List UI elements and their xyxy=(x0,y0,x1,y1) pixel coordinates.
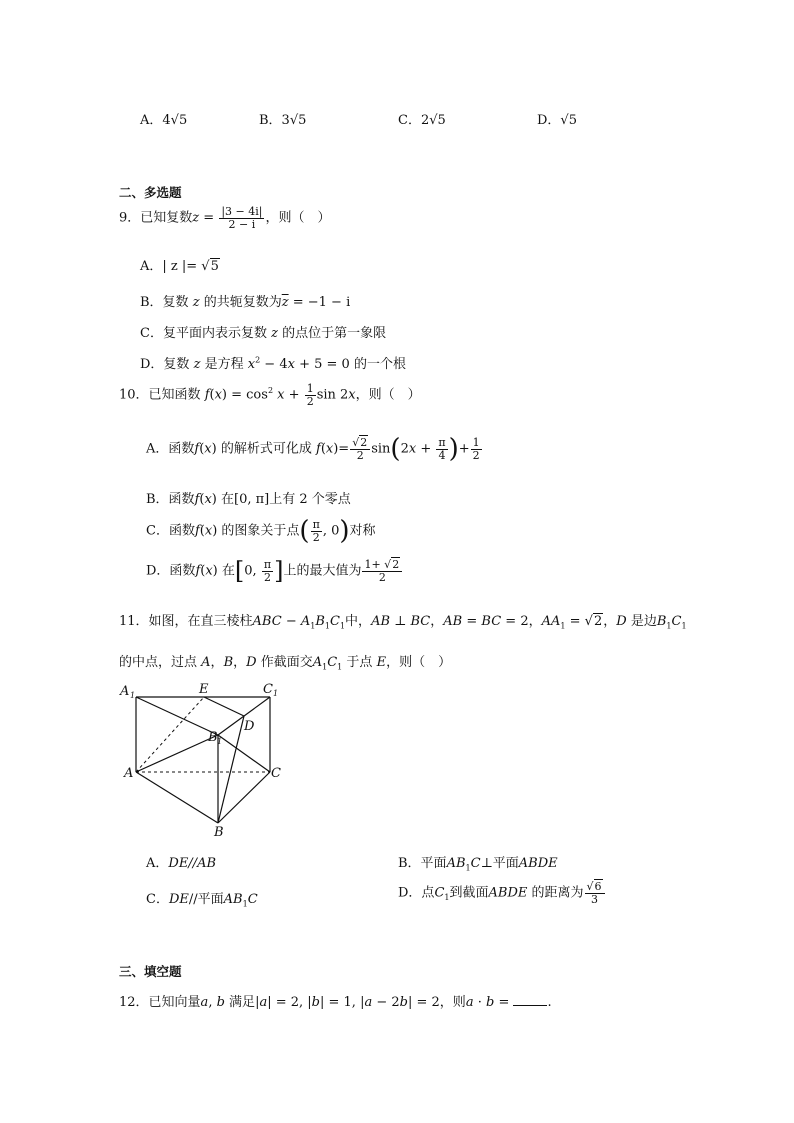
label-b1: B xyxy=(208,730,218,745)
edge-c-b xyxy=(218,772,270,823)
q8-option-b: B．3√5 xyxy=(259,113,307,128)
svg-text:1: 1 xyxy=(273,689,279,698)
q12-answer-blank[interactable] xyxy=(513,993,547,1006)
q9-fraction: $\frac{|3 - 4i|}{2 - i}$ xyxy=(221,205,263,231)
q10-option-d: D．函数f(x) 在[0, $\frac{\pi}{2}$ ]上的最大值为 $\frac{1+ √2}{2}$ xyxy=(146,557,403,585)
edge-a-b1 xyxy=(136,735,218,772)
q9-tail: ，则（ ） xyxy=(265,210,331,226)
q9-option-a: A．| z |= √5 xyxy=(140,259,219,274)
q11-prism-figure xyxy=(118,680,288,840)
edge-e-d xyxy=(204,697,244,716)
q11-option-d: D．点$C_1$到截面ABDE 的距离为 $\frac{√6}{3}$ xyxy=(398,881,606,905)
label-a1: A xyxy=(120,684,130,699)
q11-option-a: A．DE//AB xyxy=(146,856,217,871)
q9-option-c: C．复平面内表示复数 z 的点位于第一象限 xyxy=(140,326,387,341)
q10-option-b: B．函数f(x) 在[0, π]上有 2 个零点 xyxy=(146,492,351,507)
label-d: D xyxy=(244,719,255,734)
q11-option-c: C．DE//平面$AB_1C$ xyxy=(146,892,258,909)
section-title-fill-in: 三、填空题 xyxy=(119,964,182,979)
q10-option-a: A．函数f(x) 的解析式可化成 f(x)= $\frac{√2}{2}$ sin(2x + $\frac{\pi}{4}$ )+ $\frac{1}{2}$ xyxy=(146,434,480,464)
q12-stem: 12．已知向量a, b 满足|a| = 2, |b| = 1, |a − 2b| = 2，则a · b = . xyxy=(119,995,552,1010)
q8-option-a: A．4√5 xyxy=(140,113,188,128)
q9-option-d: D．复数 z 是方程 $x^2 - 4x + 5 = 0$ 的一个根 xyxy=(140,355,406,372)
svg-text:1: 1 xyxy=(130,691,136,700)
section-title-multiple-choice: 二、多选题 xyxy=(119,185,182,200)
q9-option-b: B．复数 z 的共轭复数为$\overline{z} = -1 - i$ xyxy=(140,295,351,310)
label-c: C xyxy=(271,766,281,781)
edge-b1-c xyxy=(218,735,270,772)
q8-option-c: C．2√5 xyxy=(398,113,446,128)
q10-stem: 10．已知函数 $f(x) = \cos^2 x$ + $\frac{1}{2}$ sin 2x，则（ ） xyxy=(119,382,421,408)
q11-stem-line2: 的中点，过点 A，B，D 作截面交$A_1C_1$ 于点 E，则（ ） xyxy=(119,655,452,672)
q9-stem: 9．已知复数z = $\frac{|3 - 4i|}{2 - i}$ ，则（ ） xyxy=(119,205,331,231)
label-b: B xyxy=(214,825,224,840)
q10-option-c: C．函数f(x) 的图象关于点( $\frac{\pi}{2}$ , 0)对称 xyxy=(146,516,376,546)
q8-option-d: D．√5 xyxy=(537,113,577,128)
q11-option-b: B．平面$AB_1C\perp$平面ABDE xyxy=(398,856,558,873)
edge-a1-b1 xyxy=(136,697,218,735)
q9-number: 9．已知复数 xyxy=(119,210,193,226)
edge-a-e-hidden xyxy=(136,697,204,772)
edge-a-b xyxy=(136,772,218,823)
svg-text:1: 1 xyxy=(217,737,223,746)
label-e: E xyxy=(199,682,209,697)
label-a: A xyxy=(124,766,134,781)
label-c1: C xyxy=(263,682,273,697)
q11-stem-line1: 11．如图，在直三棱柱ABC − $A_1B_1C_1$中，AB ⊥ BC，AB = BC = 2，$AA_1 = √2$，D 是边$B_1C_1$ xyxy=(119,614,687,631)
